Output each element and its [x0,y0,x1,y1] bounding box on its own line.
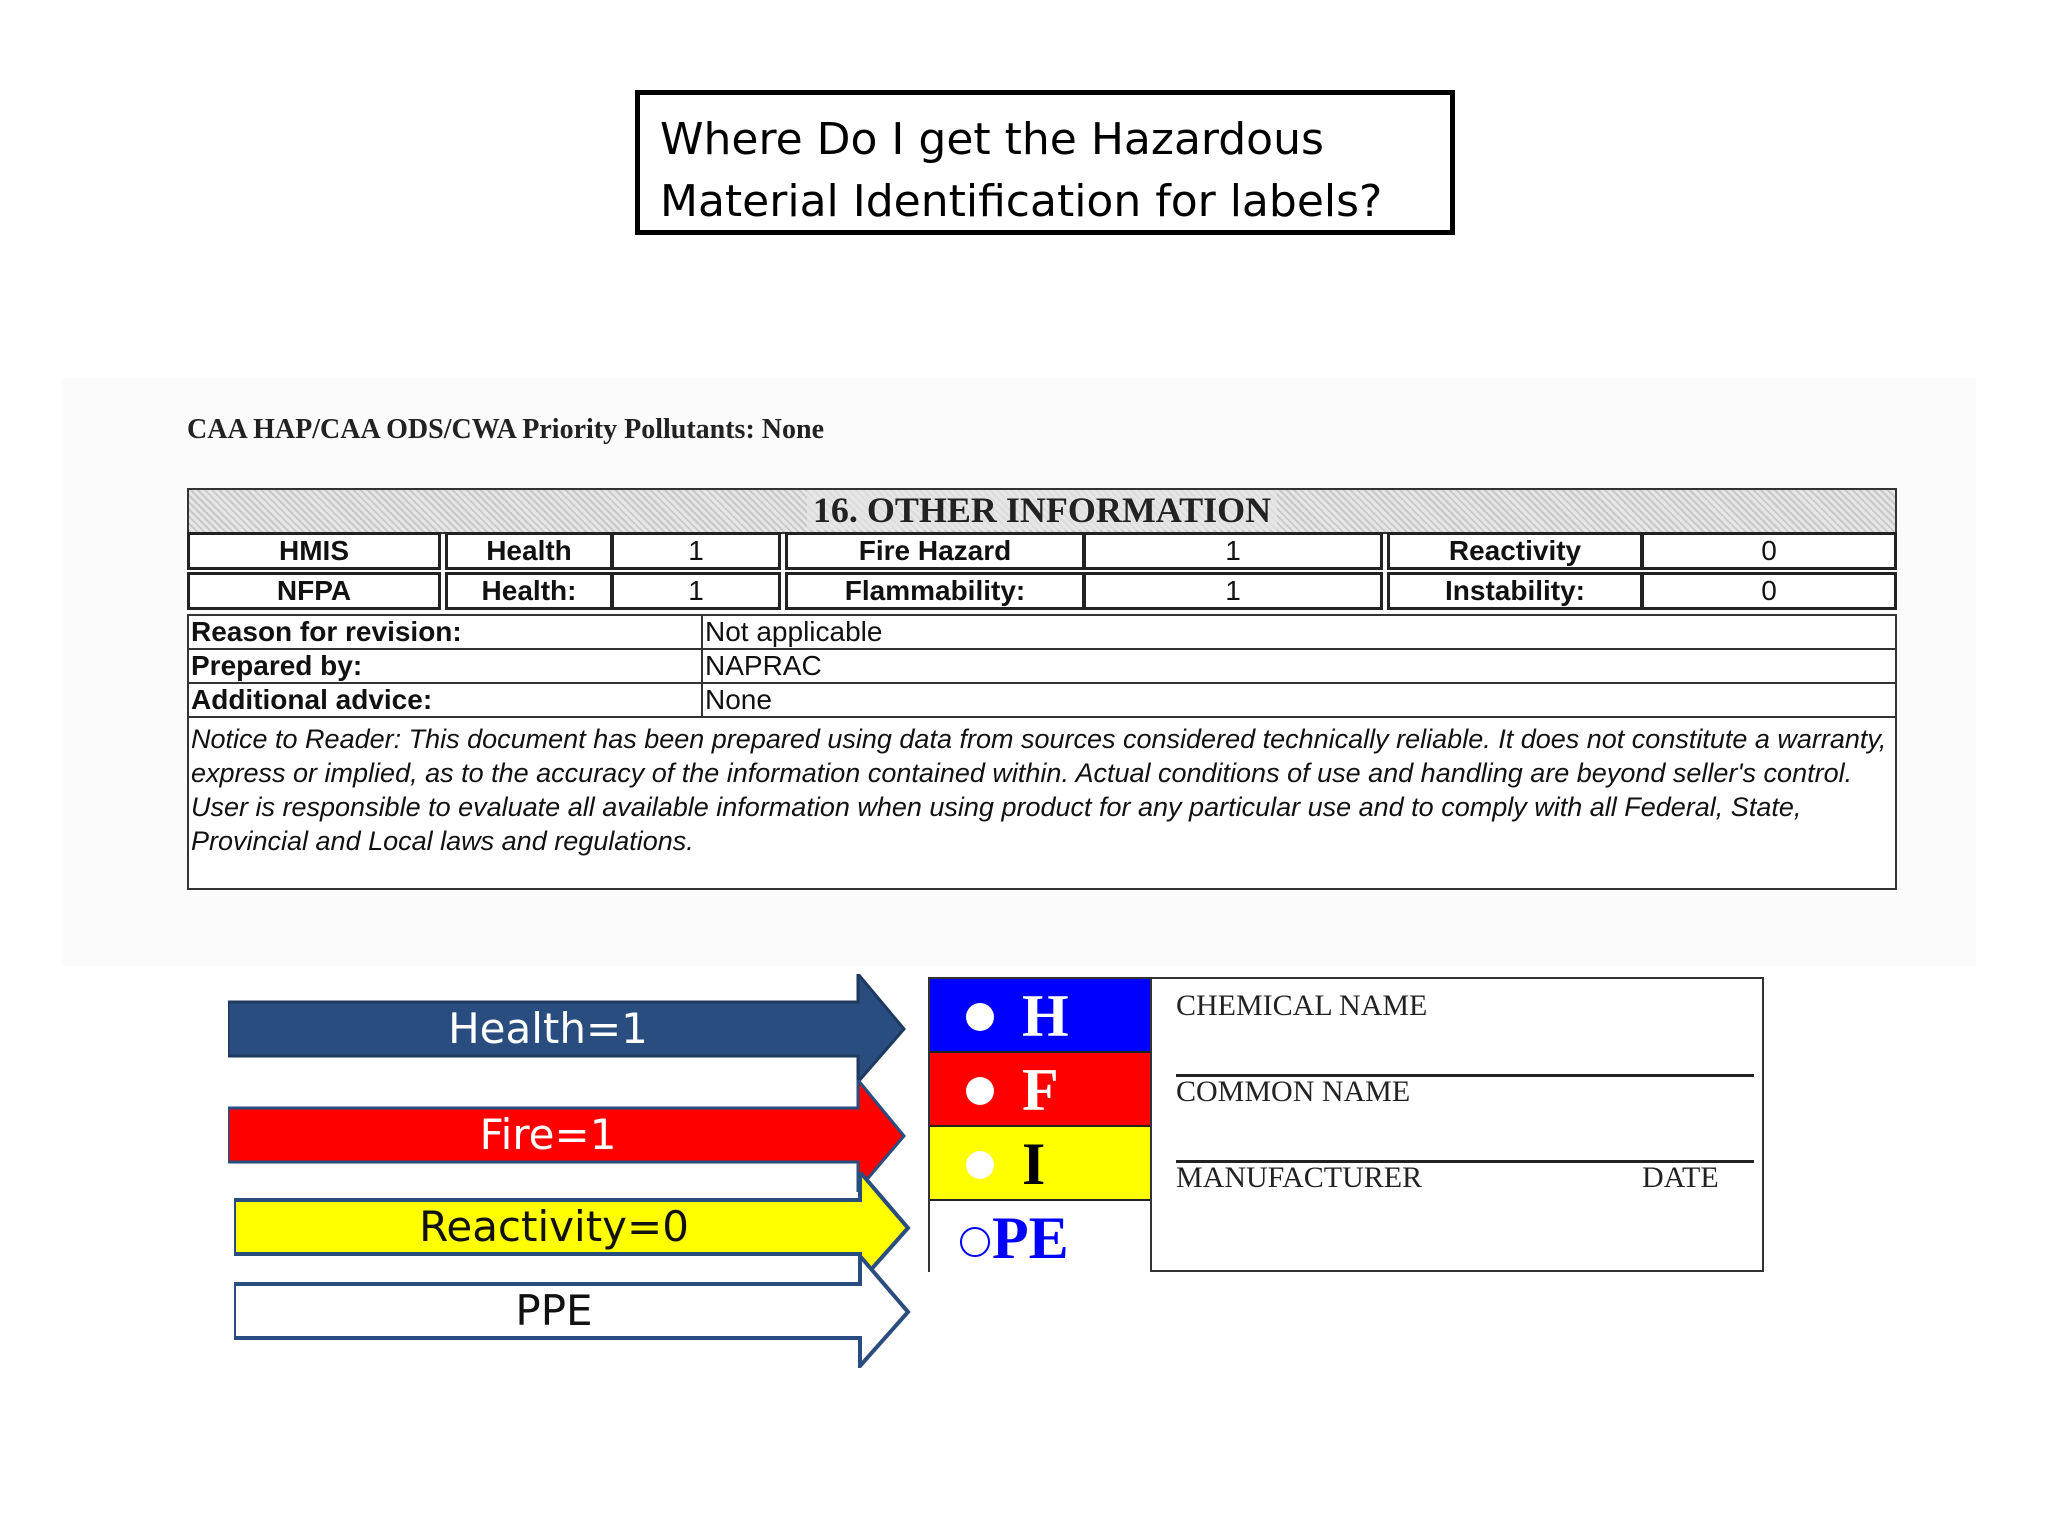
label-divider [1150,979,1152,1270]
reason-value: Not applicable [705,616,883,647]
prepared-label: Prepared by: [191,650,363,681]
hmis-health-value: 1 [611,532,781,570]
label-reactivity-letter: I [1022,1131,1046,1197]
health-dot-icon [966,1003,994,1031]
label-fire-letter: F [1022,1057,1059,1123]
reactivity-arrow-label: Reactivity=0 [419,1202,689,1251]
section-header-text: 16. OTHER INFORMATION [807,490,1277,530]
title-line-2: Material Identification for labels? [660,176,1383,227]
notice-to-reader: Notice to Reader: This document has been prepared using data from sources considered technically reliable. It does not constitute a warranty, express or implied, as to the accuracy of the information contained within. Actual conditions of use and handling are beyond seller's control. User is responsible to evaluate all available information when using product for any particular use and to comply with all Federal, State, Provincial and Local laws and regulations. [191,724,1887,856]
manufacturer-field: MANUFACTURER [1176,1161,1423,1194]
hmis-row [187,532,1897,570]
nfpa-health-value: 1 [611,572,781,610]
hmis-health-label: Health [445,532,613,570]
ppe-arrow [234,1256,912,1368]
hmis-reactivity-value: 0 [1641,532,1897,570]
pollutants-line: CAA HAP/CAA ODS/CWA Priority Pollutants: None [187,414,824,445]
label-ppe-letters: PE [992,1205,1069,1271]
health-arrow [228,974,906,1084]
hmis-fire-label: Fire Hazard [785,532,1085,570]
ppe-arrow-label: PPE [515,1286,593,1335]
nfpa-flammability-value: 1 [1083,572,1383,610]
reason-label: Reason for revision: [191,616,462,647]
hmis-reactivity-label: Reactivity [1387,532,1643,570]
nfpa-row [187,572,1897,610]
health-arrow-label: Health=1 [448,1004,648,1053]
section-header [187,488,1897,534]
title-line-1: Where Do I get the Hazardous [660,114,1324,165]
nfpa-label: NFPA [187,572,441,610]
slide-title [635,90,1455,235]
advice-row [189,684,1895,718]
reason-row [189,616,1895,650]
prepared-row [189,650,1895,684]
other-info-table [187,614,1897,890]
hmis-label-graphic [928,977,1764,1272]
nfpa-flammability-label: Flammability: [785,572,1085,610]
date-field: DATE [1642,1161,1719,1194]
label-health-bar [930,979,1150,1053]
fire-arrow-label: Fire=1 [479,1110,617,1159]
label-health-letter: H [1022,983,1069,1049]
label-fire-bar [930,1053,1150,1127]
reactivity-dot-icon [966,1151,994,1179]
chemical-name-field: CHEMICAL NAME [1176,989,1428,1022]
nfpa-instability-label: Instability: [1387,572,1643,610]
label-reactivity-bar [930,1127,1150,1201]
advice-value: None [705,684,772,715]
hmis-label: HMIS [187,532,441,570]
ppe-circle-icon [960,1227,990,1257]
label-ppe-bar [930,1201,1150,1275]
common-name-field: COMMON NAME [1176,1075,1411,1108]
nfpa-health-label: Health: [445,572,613,610]
nfpa-instability-value: 0 [1641,572,1897,610]
prepared-value: NAPRAC [705,650,822,681]
hmis-fire-value: 1 [1083,532,1383,570]
fire-dot-icon [966,1077,994,1105]
advice-label: Additional advice: [191,684,433,715]
